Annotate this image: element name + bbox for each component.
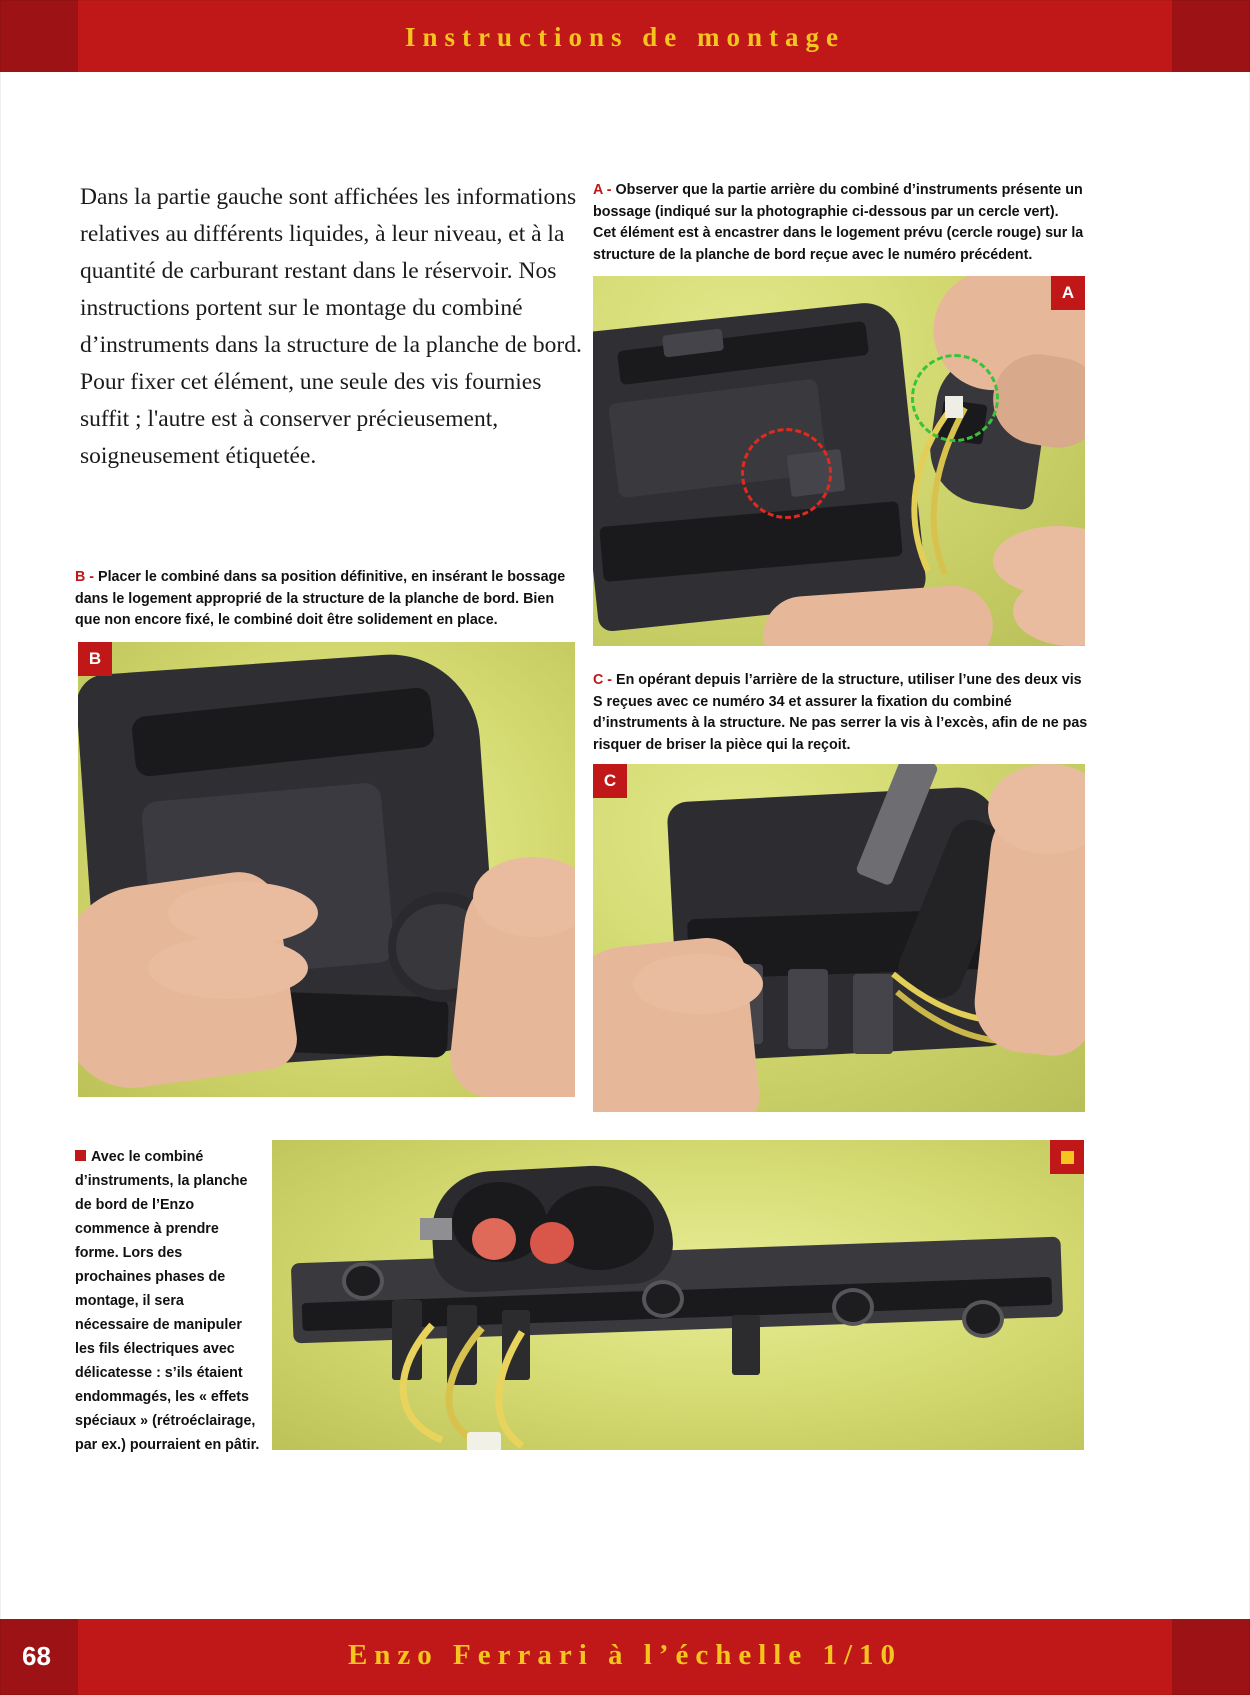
- photo-badge-b: B: [78, 642, 112, 676]
- mount-boss: [832, 1288, 874, 1326]
- caption-step-a: [593, 180, 1085, 266]
- caption-text-b: Placer le combiné dans sa position définitive, en insérant le bossage dans le logement approprié de la structure de la planche de bord. Bien que non encore fixé, le combiné doit être solidement en place.: [75, 569, 566, 628]
- caption-text-c: En opérant depuis l’arrière de la structure, utiliser l’une des deux vis S reçues avec ce numéro 34 et assurer la fixation du combiné d’instruments à la structure. Ne pas serrer la vis à l’excès, afin de ne pas risquer de briser la pièce qui la reçoit.: [593, 672, 1088, 753]
- photo-step-final: [272, 1140, 1084, 1450]
- footer-band: [0, 1619, 1250, 1695]
- photo-badge-final: [1050, 1140, 1084, 1174]
- structure-tab: [788, 969, 828, 1049]
- caption-label-b: B -: [75, 569, 95, 585]
- display-panel: [420, 1218, 452, 1240]
- wiring-harness: [372, 1320, 632, 1450]
- finger: [633, 954, 763, 1014]
- caption-step-d: [75, 1145, 261, 1457]
- caption-step-c: [593, 670, 1088, 756]
- finger: [148, 937, 308, 999]
- intro-paragraph: Dans la partie gauche sont affichées les informations relatives au différents liquides, à leur niveau, et à la quantité de carburant restant dans le réservoir. Nos instructions portent sur le montage du combiné d’instruments dans la structure de la planche de bord. Pour fixer cet élément, une seule des vis fournies suffit ; l'autre est à conserver précieusement, soigneusement étiquetée.: [80, 184, 582, 469]
- mount-boss: [642, 1280, 684, 1318]
- photo-step-c: [593, 764, 1085, 1112]
- mount-boss: [342, 1262, 384, 1300]
- gauge-face-left: [472, 1218, 516, 1260]
- caption-text-a: Observer que la partie arrière du combiné d’instruments présente un bossage (indiqué sur la photographie ci-dessous par un cercle vert). Cet élément est à encastrer dans le logement prévu (cercle rouge) sur la structure de la planche de bord reçue avec le numéro précédent.: [593, 182, 1084, 263]
- caption-step-b: [75, 567, 575, 632]
- finger: [168, 882, 318, 944]
- photo-badge-c: C: [593, 764, 627, 798]
- photo-badge-a: A: [1051, 276, 1085, 310]
- marker-circle-green: [911, 354, 999, 442]
- photo-step-a: [593, 276, 1085, 646]
- photo-step-b: [78, 642, 575, 1097]
- caption-label-c: C -: [593, 672, 613, 688]
- structure-leg: [732, 1315, 760, 1375]
- marker-circle-red: [741, 428, 832, 519]
- content-area: [0, 72, 1250, 1619]
- mount-boss: [962, 1300, 1004, 1338]
- caption-label-a: A -: [593, 182, 612, 198]
- gauge-face-right: [530, 1222, 574, 1264]
- page-title: Instructions de montage: [404, 22, 845, 52]
- square-marker-icon: [75, 1150, 86, 1161]
- footer-title: Enzo Ferrari à l’échelle 1/10: [347, 1639, 903, 1671]
- caption-text-d: Avec le combiné d’instruments, la planche de bord de l’Enzo commence à prendre forme. Lors des prochaines phases de montage, il sera nécessaire de manipuler les fils électriques avec délicatesse : s’ils étaient endommagés, les « effets spéciaux » (rétroéclairage, par ex.) pourraient en pâtir.: [75, 1149, 260, 1453]
- header-band: [0, 0, 1250, 72]
- page-number: 68: [22, 1641, 51, 1671]
